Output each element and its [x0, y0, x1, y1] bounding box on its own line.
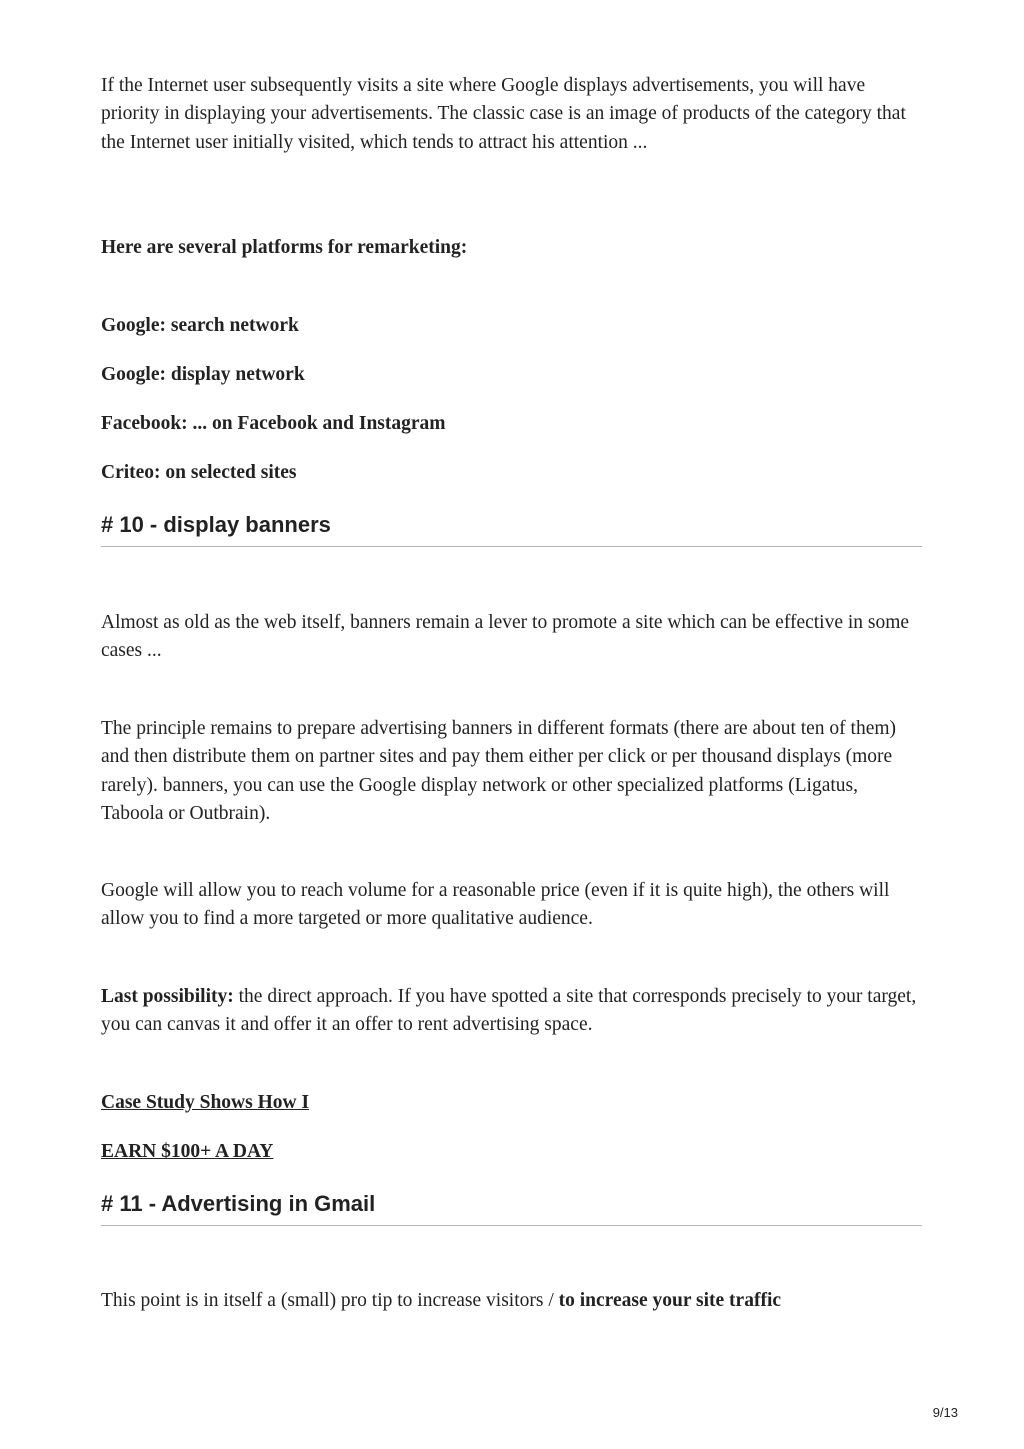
page-number: 9/13 [932, 1405, 958, 1420]
section11-paragraph-1 [101, 1287, 922, 1315]
platform-item: Google: display network [101, 364, 305, 385]
platform-item: Criteo: on selected sites [101, 462, 297, 483]
section10-paragraph-4 [101, 983, 922, 1040]
section10-paragraph-1: Almost as old as the web itself, banners remain a lever to promote a site which can be effective in some cases ... [101, 612, 910, 662]
section-heading-11: # 11 - Advertising in Gmail [101, 1189, 922, 1226]
section11-plain-text: This point is in itself a (small) pro tip to increase visitors / [101, 1290, 559, 1311]
section10-paragraph-2: The principle remains to prepare advertising banners in different formats (there are about ten of them) and then distribute them on partner sites and pay them either per click or per thousand displays (more rarely). banners, you can use the Google display network or other specialized platforms (Ligatus, Taboola or Outbrain). [101, 718, 897, 824]
platform-item: Facebook: ... on Facebook and Instagram [101, 413, 446, 434]
case-study-line-1 [101, 1089, 922, 1117]
platforms-heading: Here are several platforms for remarketing: [101, 237, 468, 258]
section-heading-10: # 10 - display banners [101, 510, 922, 547]
last-possibility-label: Last possibility: [101, 986, 234, 1007]
earn-link[interactable]: EARN $100+ A DAY [101, 1141, 274, 1162]
last-possibility-text: the direct approach. If you have spotted a site that corresponds precisely to your target, you can canvas it and offer it an offer to rent advertising space. [101, 986, 917, 1036]
case-study-link[interactable]: Case Study Shows How I [101, 1092, 310, 1113]
section10-paragraph-3: Google will allow you to reach volume for a reasonable price (even if it is quite high), the others will allow you to find a more targeted or more qualitative audience. [101, 880, 890, 930]
case-study-line-2 [101, 1138, 922, 1166]
platform-item: Google: search network [101, 315, 299, 336]
intro-paragraph: If the Internet user subsequently visits a site where Google displays advertisements, you will have priority in displaying your advertisements. The classic case is an image of products of the category that the Internet user initially visited, which tends to attract his attention ... [101, 75, 906, 153]
section11-bold-text: to increase your site traffic [558, 1290, 782, 1311]
